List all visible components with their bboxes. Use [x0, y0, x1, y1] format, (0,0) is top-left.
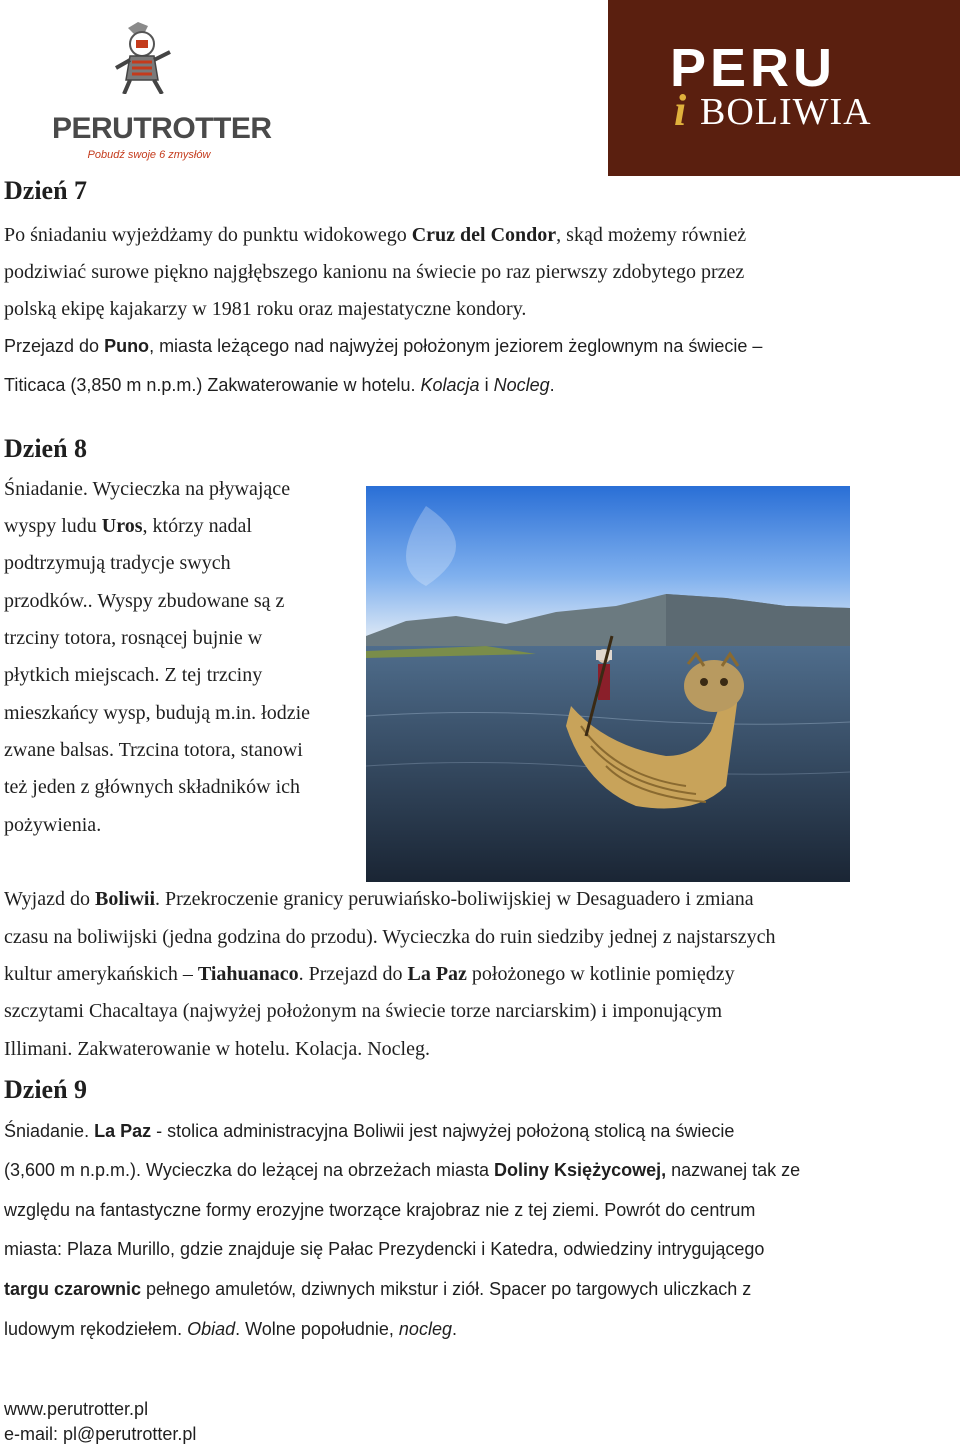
day7-line-5: Titicaca (3,850 m n.p.m.) Zakwaterowanie w hotelu. Kolacja i Nocleg. [4, 375, 555, 395]
day7-line-2: podziwiać surowe piękno najgłębszego kanionu na świecie po raz pierwszy zdobytego przez [4, 261, 745, 283]
day8-para-line-3: kultur amerykańskich – Tiahuanaco. Przejazd do La Paz położonego w kotlinie pomiędzy [4, 963, 735, 985]
day9-line-3: względu na fantastyczne formy erozyjne tworzące krajobraz nie z tej ziemi. Powrót do centrum [4, 1200, 756, 1220]
day8-line-6: płytkich miejscach. Z tej trzciny [4, 664, 263, 686]
mascot-icon [108, 22, 178, 94]
perutrotter-name: PERUTROTTER [52, 112, 272, 145]
day8-line-7: mieszkańcy wysp, budują m.in. łodzie [4, 702, 311, 724]
day8-line-8: zwane balsas. Trzcina totora, stanowi [4, 739, 303, 761]
day8-line-3: podtrzymują tradycje swych [4, 552, 231, 574]
day8-para-line-2: czasu na boliwijski (jedna godzina do przodu). Wycieczka do ruin siedziby jednej z najstarszych [4, 926, 776, 948]
logo-i-text: i [674, 86, 687, 135]
perutrotter-logo [48, 22, 272, 170]
footer-email[interactable]: e-mail: pl@perutrotter.pl [4, 1424, 197, 1444]
day8-line-10: pożywienia. [4, 814, 102, 836]
day9-heading: Dzień 9 [4, 1075, 88, 1104]
day9-line-6: ludowym rękodziełem. Obiad. Wolne popołudnie, nocleg. [4, 1319, 457, 1339]
day7-heading: Dzień 7 [4, 176, 88, 205]
logo-boliwia-text: BOLIWIA [700, 91, 872, 133]
day8-line-9: też jeden z głównych składników ich [4, 776, 301, 798]
day9-line-1: Śniadanie. La Paz - stolica administracyjna Boliwii jest najwyżej położoną stolicą na świecie [4, 1121, 735, 1141]
day9-line-5: targu czarownic pełnego amuletów, dziwnych mikstur i ziół. Spacer po targowych uliczkach z [4, 1279, 752, 1299]
day7-line-3: polską ekipę kajakarzy w 1981 roku oraz majestatyczne kondory. [4, 298, 527, 320]
day8-line-1: Śniadanie. Wycieczka na pływające [4, 478, 291, 500]
peru-boliwia-logo [608, 0, 960, 176]
day8-para-line-4: szczytami Chacaltaya (najwyżej położonym na świecie torze narciarskim) i imponującym [4, 1000, 723, 1022]
day8-para-line-1: Wyjazd do Boliwii. Przekroczenie granicy peruwiańsko-boliwijskiej w Desaguadero i zmiana [4, 888, 754, 910]
day8-heading: Dzień 8 [4, 434, 88, 463]
logo-peru-text: PERU [670, 38, 837, 98]
day9-line-4: miasta: Plaza Murillo, gdzie znajduje się Pałac Prezydencki i Katedra, odwiedziny intrygującego [4, 1239, 765, 1259]
day7-line-1: Po śniadaniu wyjeżdżamy do punktu widokowego Cruz del Condor, skąd możemy również [4, 224, 747, 246]
day7-line-4: Przejazd do Puno, miasta leżącego nad najwyżej położonym jeziorem żeglownym na świecie – [4, 336, 763, 356]
day9-line-2: (3,600 m n.p.m.). Wycieczka do leżącej na obrzeżach miasta Doliny Księżycowej, nazwanej tak ze [4, 1160, 801, 1180]
day8-line-2: wyspy ludu Uros, którzy nadal [4, 515, 252, 537]
day8-line-4: przodków.. Wyspy zbudowane są z [4, 590, 285, 612]
perutrotter-tagline: Pobudź swoje 6 zmysłów [87, 149, 211, 161]
day8-line-5: trzciny totora, rosnącej bujnie w [4, 627, 263, 649]
footer-website[interactable]: www.perutrotter.pl [4, 1399, 149, 1419]
reed-boat-photo [366, 486, 850, 882]
day8-para-line-5: Illimani. Zakwaterowanie w hotelu. Kolacja. Nocleg. [4, 1038, 430, 1060]
